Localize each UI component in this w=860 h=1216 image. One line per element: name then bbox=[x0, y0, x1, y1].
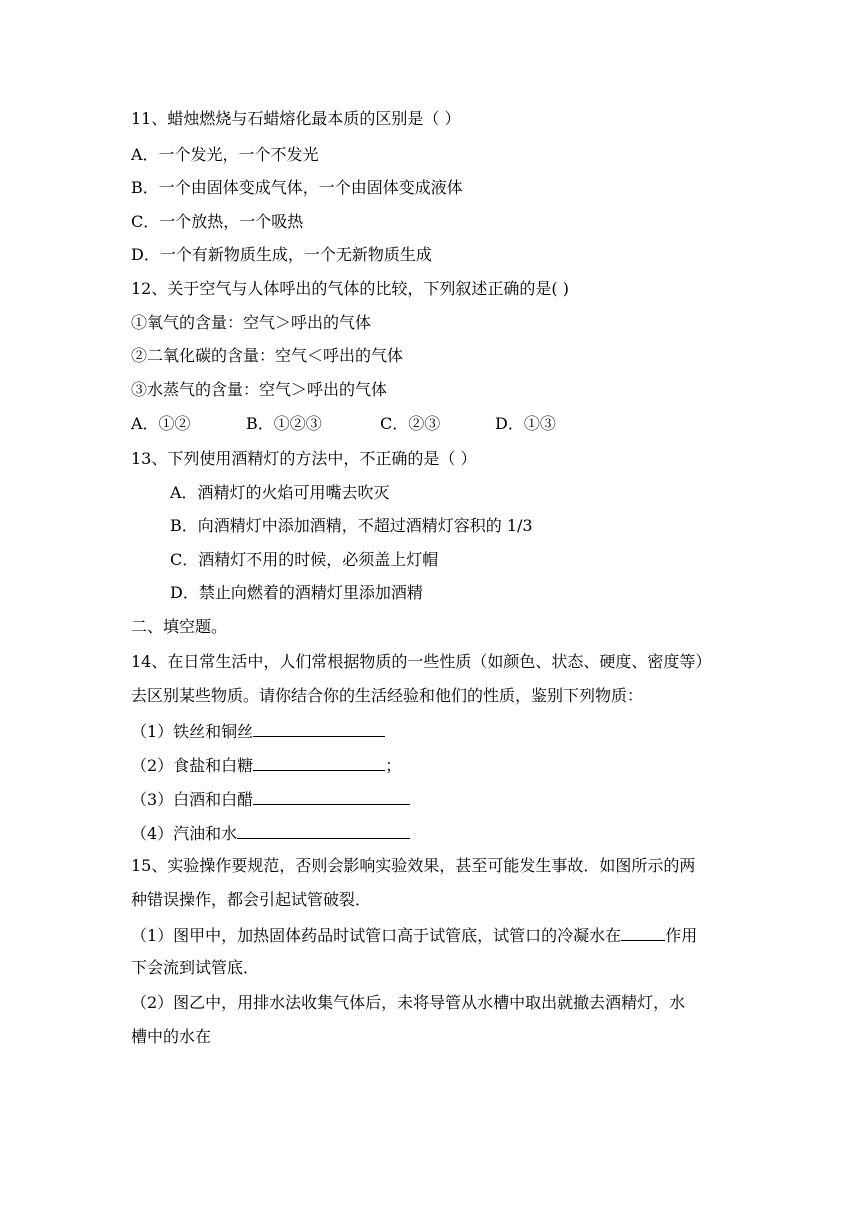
q15-part1-line2: 下会流到试管底． bbox=[131, 958, 260, 977]
q15-part1-text-a: （1）图甲中，加热固体药品时试管口高于试管底，试管口的冷凝水在 bbox=[131, 926, 622, 945]
q14-item-2 bbox=[131, 754, 401, 776]
q12-statement-1: ①氧气的含量：空气＞呼出的气体 bbox=[131, 313, 372, 332]
q12-stem: 12、关于空气与人体呼出的气体的比较，下列叙述正确的是( ) bbox=[131, 279, 569, 298]
q14-item-2-label: （2）食盐和白糖 bbox=[131, 756, 254, 775]
q13-option-b: B．向酒精灯中添加酒精，不超过酒精灯容积的 1/3 bbox=[170, 516, 533, 535]
q14-stem-line2: 去区别某些物质。请你结合你的生活经验和他们的性质，鉴别下列物质： bbox=[131, 686, 644, 705]
q14-item-1-blank[interactable] bbox=[253, 720, 385, 737]
q14-item-3-label: （3）白酒和白醋 bbox=[131, 790, 254, 809]
q13-option-c: C．酒精灯不用的时候，必须盖上灯帽 bbox=[170, 550, 439, 569]
q14-item-2-blank[interactable] bbox=[253, 754, 385, 771]
q15-part1-line1 bbox=[131, 924, 697, 946]
q11-option-b: B．一个由固体变成气体，一个由固体变成液体 bbox=[131, 178, 463, 197]
q13-stem: 13、下列使用酒精灯的方法中，不正确的是（ ） bbox=[131, 449, 477, 468]
q12-statement-3: ③水蒸气的含量：空气＞呼出的气体 bbox=[131, 380, 388, 399]
q11-stem: 11、蜡烛燃烧与石蜡熔化最本质的区别是（ ） bbox=[131, 109, 461, 128]
q14-item-4-blank[interactable] bbox=[237, 822, 410, 839]
q14-item-1-label: （1）铁丝和铜丝 bbox=[131, 722, 254, 741]
section-heading: 二、填空题。 bbox=[131, 617, 228, 636]
q15-stem-line1: 15、实验操作要规范，否则会影响实验效果，甚至可能发生事故．如图所示的两 bbox=[131, 856, 696, 875]
q14-item-2-suffix: ； bbox=[385, 756, 402, 775]
q15-stem-line2: 种错误操作，都会引起试管破裂． bbox=[131, 890, 372, 909]
q12-option-b: B．①②③ bbox=[246, 414, 322, 433]
q14-item-3 bbox=[131, 788, 410, 810]
q15-part1-blank[interactable] bbox=[621, 924, 665, 941]
q12-statement-2: ②二氧化碳的含量：空气＜呼出的气体 bbox=[131, 346, 404, 365]
q11-option-a: A．一个发光，一个不发光 bbox=[131, 145, 319, 164]
q14-item-4-label: （4）汽油和水 bbox=[131, 824, 238, 843]
q15-part2-line2: 槽中的水在 bbox=[131, 1027, 212, 1046]
q12-option-c: C．②③ bbox=[380, 414, 441, 433]
q14-stem-line1: 14、在日常生活中，人们常根据物质的一些性质（如颜色、状态、硬度、密度等） bbox=[131, 652, 712, 671]
q14-item-1 bbox=[131, 720, 385, 742]
q15-part1-text-b: 作用 bbox=[665, 926, 698, 945]
q14-item-4 bbox=[131, 822, 410, 844]
q11-option-c: C．一个放热，一个吸热 bbox=[131, 212, 304, 231]
q15-part2-line1: （2）图乙中，用排水法收集气体后，未将导管从水槽中取出就撤去酒精灯，水 bbox=[131, 993, 686, 1012]
q13-option-d: D．禁止向燃着的酒精灯里添加酒精 bbox=[170, 583, 423, 602]
q13-option-a: A．酒精灯的火焰可用嘴去吹灭 bbox=[170, 483, 390, 502]
q14-item-3-blank[interactable] bbox=[253, 788, 410, 805]
q12-option-a: A．①② bbox=[131, 414, 191, 433]
q12-option-d: D．①③ bbox=[495, 414, 556, 433]
q11-option-d: D．一个有新物质生成，一个无新物质生成 bbox=[131, 245, 432, 264]
